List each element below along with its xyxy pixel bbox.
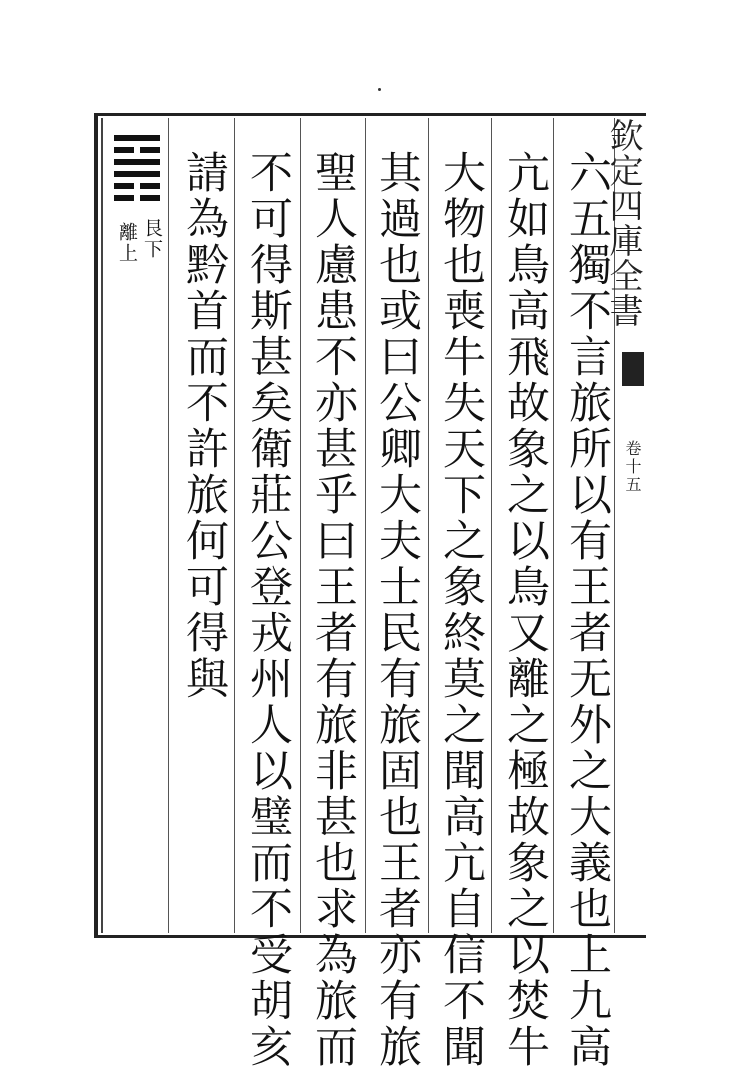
text-column-1: 六五獨不言旅所以有王者无外之大義也上九高 xyxy=(562,150,612,1070)
text-column-4: 其過也或曰公卿大夫士民有旅固也王者亦有旅 xyxy=(372,150,422,1070)
hexagram-lower-label: 離上 xyxy=(116,222,138,264)
text-column-7: 請為黔首而不許旅何可得與 xyxy=(179,150,229,702)
column-rule xyxy=(428,118,429,933)
column-rule xyxy=(168,118,169,933)
text-column-5: 聖人慮患不亦甚乎曰王者有旅非甚也求為旅而 xyxy=(308,150,358,1070)
book-title: 欽定四庫全書 xyxy=(603,118,643,328)
text-column-6: 不可得斯甚矣衛莊公登戎州人以璧而不受胡亥 xyxy=(243,150,293,1070)
text-column-2: 亢如鳥高飛故象之以鳥又離之極故象之以焚牛 xyxy=(500,150,550,1070)
column-rule xyxy=(491,118,492,933)
fishtail-mark xyxy=(622,352,644,386)
column-rule xyxy=(300,118,301,933)
column-rule xyxy=(365,118,366,933)
frame-inner-border xyxy=(101,118,103,933)
column-rule xyxy=(234,118,235,933)
hexagram-symbol xyxy=(114,135,160,205)
column-rule xyxy=(553,118,554,933)
hexagram-upper-label: 艮下 xyxy=(141,218,163,260)
ink-speck xyxy=(378,88,381,91)
volume-label: 卷十五 xyxy=(623,440,642,494)
text-column-3: 大物也喪牛失天下之象終莫之聞高亢自信不聞 xyxy=(436,150,486,1070)
